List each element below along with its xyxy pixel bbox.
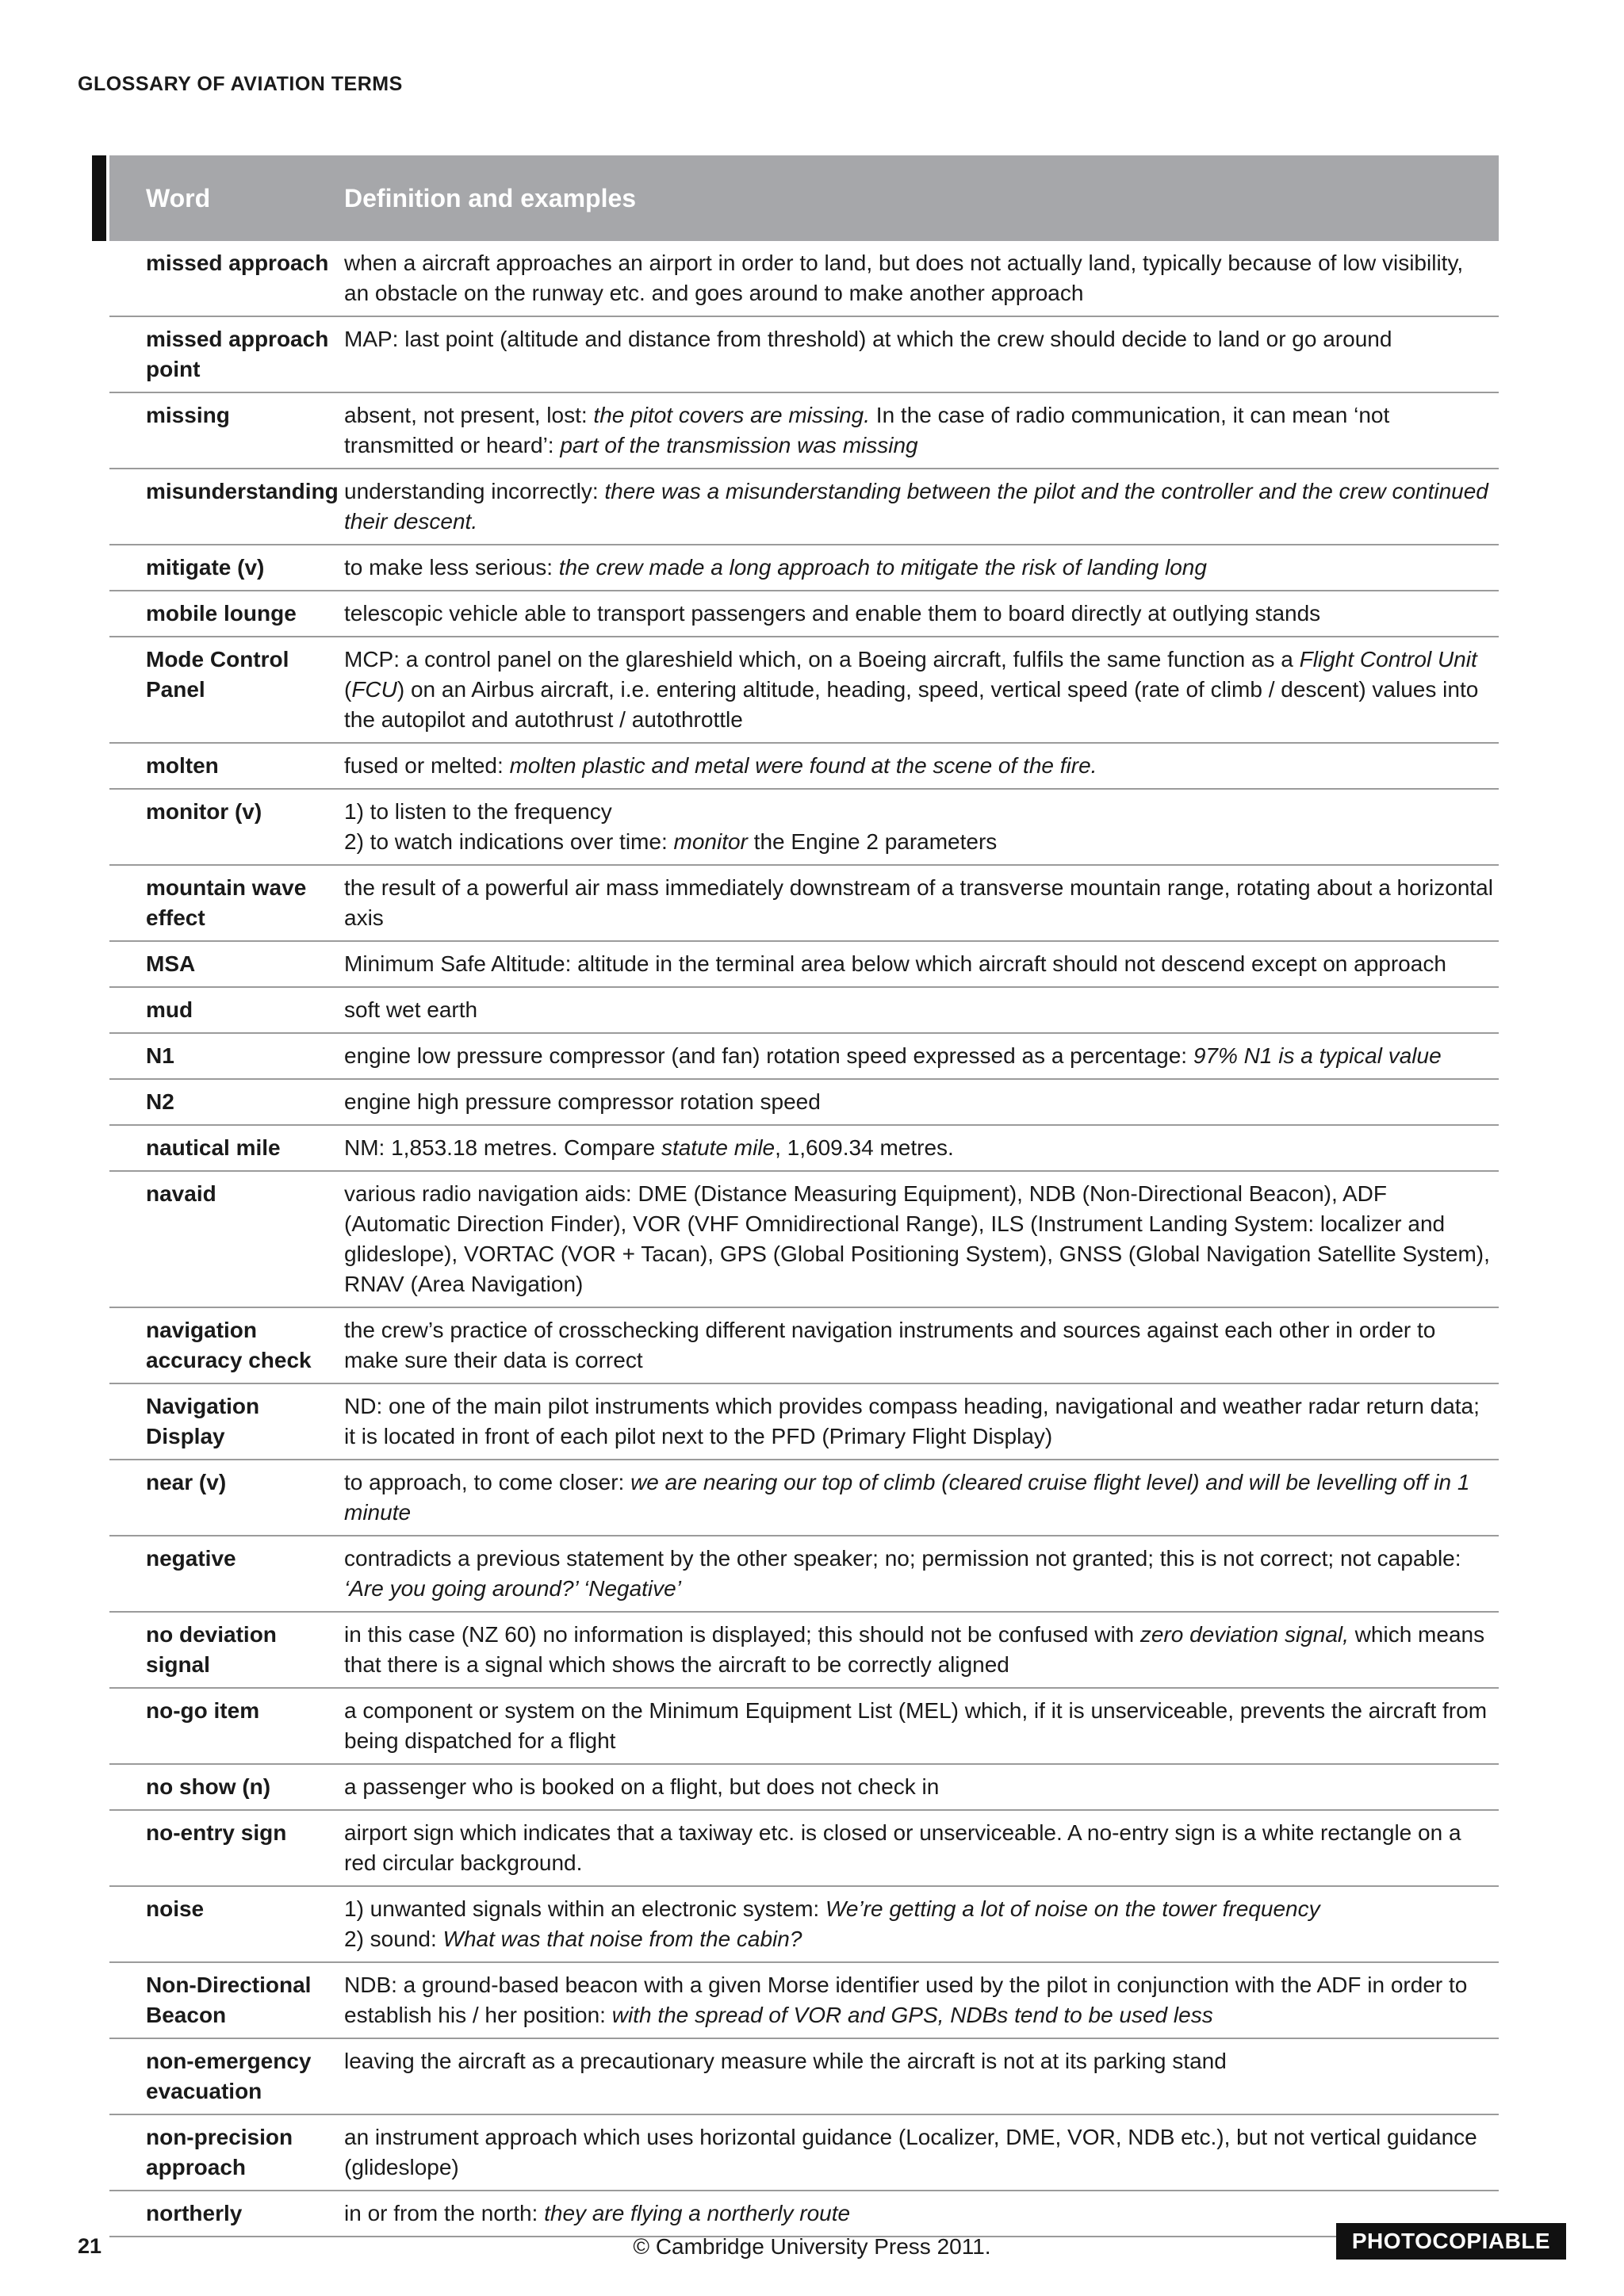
table-row [109,2115,1499,2191]
table-row [109,942,1499,988]
glossary-definition [344,1818,1499,1878]
definition-text: 2) to watch indications over time: [344,829,674,854]
glossary-definition [344,1696,1499,1756]
definition-example: with the spread of VOR and GPS, NDBs tend to be used less [611,2003,1213,2027]
table-row [109,1172,1499,1308]
definition-text: a component or system on the Minimum Equipment List (MEL) which, if it is unserviceable, prevents the aircraft from being dispatched for a flight [344,1698,1488,1753]
glossary-term: Mode Control Panel [146,647,289,702]
definition-text: ND: one of the main pilot instruments which provides compass heading, navigational and weather radar return data; it is located in front of each pilot next to the PFD (Primary Flight Display) [344,1394,1480,1448]
glossary-definition [344,873,1499,933]
definition-example: FCU [351,677,397,702]
table-row [109,1765,1499,1811]
glossary-definition [344,1772,1499,1802]
glossary-term: negative [146,1546,236,1571]
definition-text: Minimum Safe Altitude: altitude in the terminal area below which aircraft should not descend except on approach [344,951,1446,976]
definition-text: MAP: last point (altitude and distance from threshold) at which the crew should decide to land or go around [344,327,1392,351]
glossary-term: mountain wave effect [146,875,307,930]
table-row [109,317,1499,393]
table-row [109,1034,1499,1080]
copyright-notice: © Cambridge University Press 2011. [633,2234,991,2259]
definition-text: which means that there is a signal which shows the aircraft to be correctly aligned [344,1622,1485,1677]
definition-text: ( [344,677,352,702]
glossary-term: no-entry sign [146,1820,287,1845]
document-title: GLOSSARY OF AVIATION TERMS [78,73,403,95]
table-row [109,2039,1499,2115]
glossary-definition [344,553,1499,583]
definition-text: in this case (NZ 60) no information is displayed; this should not be confused with [344,1622,1140,1647]
table-row [109,790,1499,866]
definition-text: MCP: a control panel on the glareshield which, on a Boeing aircraft, fulfils the same function as a [344,647,1300,672]
table-row [109,1308,1499,1384]
glossary-definition [344,1315,1499,1376]
glossary-term: northerly [146,2201,243,2225]
glossary-definition [344,1620,1499,1680]
glossary-term: molten [146,753,219,778]
definition-text: understanding incorrectly: [344,479,605,503]
glossary-term: missed approach [146,251,329,275]
glossary-term: mobile lounge [146,601,297,626]
glossary-definition [344,1468,1499,1528]
definition-example: molten plastic and metal were found at the scene of the fire. [509,753,1097,778]
glossary-term: misunderstanding [146,479,339,503]
table-row [109,545,1499,591]
glossary-term: mitigate (v) [146,555,265,580]
definition-text: engine low pressure compressor (and fan) rotation speed expressed as a percentage: [344,1043,1193,1068]
glossary-definition [344,645,1499,735]
glossary-table [109,155,1499,2237]
definition-example: ‘Are you going around?’ ‘Negative’ [344,1576,681,1601]
glossary-definition [344,1133,1499,1163]
definition-example: there was a misunderstanding between the pilot and the controller and the crew continued their descent. [344,479,1488,534]
table-row [109,866,1499,942]
table-row [109,988,1499,1034]
glossary-term: non-precision approach [146,2125,293,2179]
definition-text: a passenger who is booked on a flight, but does not check in [344,1774,940,1799]
glossary-definition [344,599,1499,629]
glossary-term: Non-Directional Beacon [146,1973,312,2027]
glossary-term: navigation accuracy check [146,1318,312,1372]
photocopiable-badge: PHOTOCOPIABLE [1336,2223,1566,2260]
glossary-term: navaid [146,1181,216,1206]
table-body [109,241,1499,2237]
glossary-term: noise [146,1896,205,1921]
definition-example: the pitot covers are missing. [593,403,871,427]
glossary-term: MSA [146,951,196,976]
column-header-word: Word [146,183,211,212]
table-row [109,1536,1499,1613]
glossary-definition [344,1391,1499,1452]
table-row [109,1080,1499,1126]
definition-text: In the case of radio communication, it can mean ‘not transmitted or heard’: [344,403,1390,457]
table-header [109,155,1499,241]
glossary-definition [344,1894,1499,1954]
glossary-term: no show (n) [146,1774,271,1799]
table-row [109,1887,1499,1963]
definition-text: to make less serious: [344,555,559,580]
definition-text: contradicts a previous statement by the other speaker; no; permission not granted; this is not correct; not capable: [344,1546,1461,1571]
definition-example: What was that noise from the cabin? [442,1927,802,1951]
definition-text: airport sign which indicates that a taxiway etc. is closed or unserviceable. A no-entry sign is a white rectangle on a red circular background. [344,1820,1461,1875]
definition-text: in or from the north: [344,2201,545,2225]
glossary-definition [344,2198,1499,2229]
definition-text: fused or melted: [344,753,510,778]
definition-text: leaving the aircraft as a precautionary measure while the aircraft is not at its parking stand [344,2049,1227,2073]
definition-text: soft wet earth [344,997,478,1022]
table-row [109,1126,1499,1172]
definition-example: We’re getting a lot of noise on the tower frequency [825,1896,1320,1921]
glossary-definition [344,949,1499,979]
definition-example: the crew made a long approach to mitigate the risk of landing long [558,555,1207,580]
table-row [109,393,1499,469]
glossary-definition [344,1970,1499,2030]
glossary-term: no-go item [146,1698,260,1723]
definition-text: to approach, to come closer: [344,1470,631,1494]
glossary-term: Navigation Display [146,1394,260,1448]
glossary-term: no deviation signal [146,1622,277,1677]
table-row [109,1384,1499,1460]
definition-example: statute mile [661,1135,776,1160]
glossary-term: monitor (v) [146,799,262,824]
table-row [109,1460,1499,1536]
table-row [109,637,1499,744]
glossary-definition [344,995,1499,1025]
definition-text: the Engine 2 parameters [747,829,998,854]
definition-example: 97% N1 is a typical value [1193,1043,1442,1068]
definition-text: telescopic vehicle able to transport passengers and enable them to board directly at outlying stands [344,601,1321,626]
table-row [109,744,1499,790]
table-row [109,1689,1499,1765]
glossary-term: nautical mile [146,1135,281,1160]
definition-text: ) on an Airbus aircraft, i.e. entering altitude, heading, speed, vertical speed (rate of climb / descent) values into the autopilot and autothrust / autothrottle [344,677,1479,732]
definition-text: NDB: a ground-based beacon with a given Morse identifier used by the pilot in conjunction with the ADF in order to establish his / her position: [344,1973,1468,2027]
definition-example: zero deviation signal, [1139,1622,1349,1647]
glossary-definition [344,2046,1499,2107]
definition-example: they are flying a northerly route [544,2201,851,2225]
definition-text: engine high pressure compressor rotation speed [344,1089,821,1114]
definition-text: 1) unwanted signals within an electronic system: [344,1896,825,1921]
glossary-definition [344,797,1499,857]
glossary-term: N2 [146,1089,174,1114]
glossary-definition [344,1087,1499,1117]
glossary-definition [344,248,1499,308]
definition-example: monitor [673,829,748,854]
definition-text: 2) sound: [344,1927,443,1951]
glossary-definition [344,1544,1499,1604]
glossary-term: mud [146,997,193,1022]
glossary-definition [344,400,1499,461]
definition-text: when a aircraft approaches an airport in order to land, but does not actually land, typically because of low visibility, an obstacle on the runway etc. and goes around to make another approach [344,251,1464,305]
definition-text: an instrument approach which uses horizontal guidance (Localizer, DME, VOR, NDB etc.), but not vertical guidance (glideslope) [344,2125,1477,2179]
glossary-term: N1 [146,1043,174,1068]
definition-text: , 1,609.34 metres. [775,1135,954,1160]
glossary-definition [344,2122,1499,2183]
glossary-term: missing [146,403,230,427]
definition-text: the result of a powerful air mass immediately downstream of a transverse mountain range, rotating about a horizontal axis [344,875,1493,930]
definition-text: various radio navigation aids: DME (Distance Measuring Equipment), NDB (Non-Directional Beacon), ADF (Automatic Direction Finder), VOR (VHF Omnidirectional Range), ILS (Instrument Landing System: localizer and glideslope), VORTAC (VOR + Tacan), GPS (Global Positioning System), GNSS (Global Navigation Satellite System), RNAV (Area Navigation) [344,1181,1490,1296]
table-row [109,1613,1499,1689]
glossary-definition [344,1179,1499,1299]
table-row [109,2191,1499,2237]
glossary-definition [344,324,1499,385]
definition-text: the crew’s practice of crosschecking different navigation instruments and sources against each other in order to make sure their data is correct [344,1318,1436,1372]
table-row [109,469,1499,545]
glossary-term: near (v) [146,1470,227,1494]
table-row [109,1811,1499,1887]
definition-text: 1) to listen to the frequency [344,799,612,824]
definition-example: part of the transmission was missing [560,433,918,457]
table-row [109,1963,1499,2039]
glossary-definition [344,476,1499,537]
glossary-definition [344,1041,1499,1071]
table-row [109,591,1499,637]
definition-text: NM: 1,853.18 metres. Compare [344,1135,661,1160]
column-header-definition: Definition and examples [344,183,637,212]
glossary-definition [344,751,1499,781]
glossary-term: missed approach point [146,327,329,381]
definition-example: Flight Control Unit [1299,647,1477,672]
glossary-term: non-emergency evacuation [146,2049,312,2103]
table-row [109,241,1499,317]
page-number: 21 [78,2234,102,2258]
definition-example: we are nearing our top of climb (cleared cruise flight level) and will be levelling off in 1 minute [344,1470,1470,1525]
definition-text: absent, not present, lost: [344,403,594,427]
accent-bar [92,155,106,241]
